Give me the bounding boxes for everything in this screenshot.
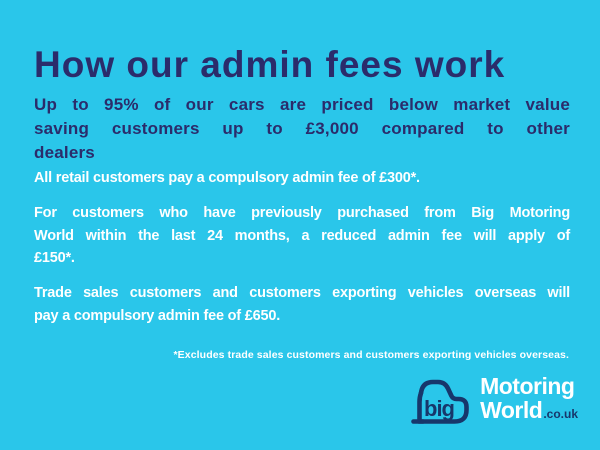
car-logo-icon	[411, 371, 475, 429]
logo-wordmark	[480, 372, 578, 426]
subheading-line: dealers	[34, 143, 95, 162]
paragraph-line: £150*.	[34, 250, 75, 266]
logo-motoring-text: Motoring	[480, 372, 575, 399]
paragraph-returning-customer-fee	[34, 202, 570, 270]
subheading-line: Up to 95% of our cars are priced below market value	[34, 95, 570, 114]
paragraph-retail-fee	[34, 167, 570, 190]
paragraph-line: All retail customers pay a compulsory admin fee of £300*.	[34, 170, 420, 186]
logo-world-row	[480, 398, 578, 426]
subheading-line: saving customers up to £3,000 compared to other	[34, 119, 570, 138]
paragraph-line: pay a compulsory admin fee of £650.	[34, 307, 281, 324]
car-logo-text: big	[424, 396, 455, 421]
logo-world-text: World	[480, 396, 543, 423]
paragraph-line: Trade sales customers and customers exporting vehicles overseas will	[34, 285, 570, 301]
footnote-disclaimer: *Excludes trade sales customers and customers exporting vehicles overseas.	[173, 349, 569, 361]
paragraph-line: For customers who have previously purchased from Big Motoring	[34, 205, 570, 221]
big-motoring-world-logo	[411, 371, 578, 429]
paragraph-trade-export-fee	[34, 282, 570, 327]
subheading	[34, 93, 570, 165]
logo-domain-text: .co.uk	[543, 406, 578, 421]
paragraph-line: World within the last 24 months, a reduced admin fee will apply of	[34, 227, 570, 244]
page-title: How our admin fees work	[34, 44, 506, 85]
